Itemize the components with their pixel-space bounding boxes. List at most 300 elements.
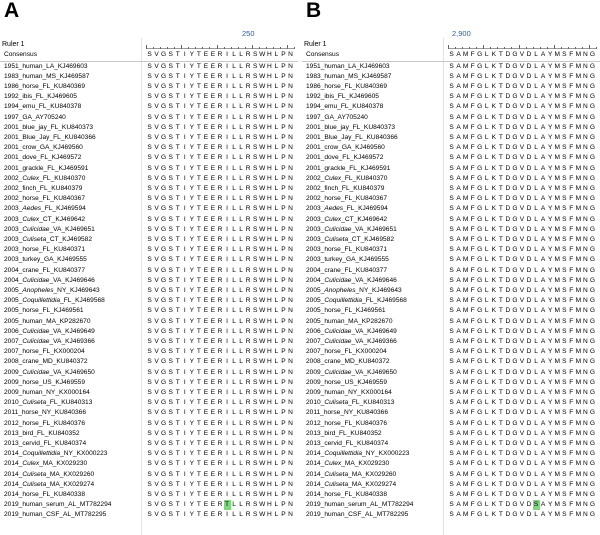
residue: V	[154, 215, 159, 223]
residue: F	[470, 62, 475, 70]
residue: H	[266, 317, 272, 325]
sequence-row[interactable]	[302, 378, 600, 388]
residue: A	[540, 144, 546, 152]
residue: M	[575, 439, 582, 447]
sequence-row[interactable]	[302, 500, 600, 510]
sequence-residues	[448, 419, 596, 429]
residue: Y	[189, 480, 194, 488]
residue: V	[154, 450, 159, 458]
residue: A	[540, 286, 546, 294]
residue: S	[253, 419, 258, 427]
sequence-residues	[146, 306, 294, 316]
sequence-row[interactable]	[302, 204, 600, 214]
residue: S	[168, 113, 173, 121]
residue: S	[168, 144, 173, 152]
residue: V	[519, 82, 525, 90]
residue: R	[217, 368, 223, 376]
residue: S	[147, 419, 152, 427]
sequence-row[interactable]	[0, 510, 298, 520]
residue: T	[175, 378, 180, 386]
sequence-row[interactable]	[0, 337, 298, 347]
sequence-row[interactable]	[302, 82, 600, 92]
sequence-row[interactable]	[0, 408, 298, 418]
residue: M	[554, 276, 560, 284]
residue: M	[575, 123, 582, 131]
residue: M	[575, 51, 582, 58]
residue: G	[161, 358, 167, 366]
residue: F	[569, 174, 574, 182]
residue: K	[491, 246, 496, 254]
sequence-row[interactable]	[302, 164, 600, 174]
residue: S	[449, 409, 454, 417]
sequence-row[interactable]	[0, 449, 298, 459]
sequence-row[interactable]	[302, 490, 600, 500]
residue: L	[232, 113, 236, 121]
residue: D	[505, 225, 511, 233]
sequence-row[interactable]	[0, 347, 298, 357]
residue: R	[245, 388, 251, 396]
sequence-row[interactable]	[302, 317, 600, 327]
residue: L	[534, 490, 538, 498]
residue: Y	[547, 480, 553, 488]
residue: I	[226, 327, 228, 335]
residue: S	[147, 266, 152, 274]
sequence-residues	[448, 225, 596, 235]
residue: V	[154, 144, 159, 152]
sequence-name: 2002_Culex_FL_KU840370	[4, 174, 86, 182]
residue: A	[456, 103, 461, 111]
residue: V	[154, 266, 159, 274]
residue: T	[196, 184, 201, 192]
sequence-row[interactable]	[0, 72, 298, 82]
sequence-name: 2004_Culicidae_VA_KJ469646	[306, 276, 397, 284]
sequence-row[interactable]	[0, 378, 298, 388]
residue: P	[281, 174, 286, 182]
residue: Y	[547, 266, 553, 274]
residue: E	[210, 133, 216, 141]
sequence-residues	[448, 276, 596, 286]
residue: Y	[547, 297, 553, 305]
residue: D	[505, 154, 511, 162]
residue: W	[259, 72, 266, 80]
sequence-residues	[448, 102, 596, 112]
sequence-residues	[448, 480, 596, 490]
sequence-row[interactable]	[0, 470, 298, 480]
residue: G	[161, 103, 167, 111]
sequence-row[interactable]	[0, 164, 298, 174]
residue: P	[281, 470, 286, 478]
residue: L	[239, 276, 243, 284]
sequence-row[interactable]	[302, 347, 600, 357]
sequence-row[interactable]	[0, 398, 298, 408]
residue: A	[456, 348, 461, 356]
residue: T	[498, 235, 503, 243]
residue: P	[281, 51, 286, 58]
residue: F	[569, 205, 574, 213]
sequence-row[interactable]	[302, 429, 600, 439]
residue: T	[175, 409, 180, 417]
residue: S	[562, 164, 567, 172]
residue: T	[175, 184, 180, 192]
residue: F	[470, 205, 475, 213]
residue: Y	[189, 205, 194, 213]
residue: M	[575, 409, 582, 417]
sequence-row[interactable]	[302, 337, 600, 347]
residue: E	[203, 409, 209, 417]
sequence-row[interactable]	[302, 255, 600, 265]
residue: T	[175, 429, 180, 437]
residue: A	[540, 93, 546, 101]
residue: S	[168, 205, 173, 213]
residue: L	[484, 51, 489, 58]
residue: S	[449, 215, 454, 223]
residue: T	[498, 205, 503, 213]
residue: T	[498, 327, 503, 335]
sequence-row[interactable]	[302, 245, 600, 255]
sequence-residues	[448, 286, 596, 296]
residue: G	[512, 297, 518, 305]
sequence-name: 2003_Aedes_FL_KJ469594	[306, 205, 388, 213]
sequence-row[interactable]	[302, 215, 600, 225]
residue: W	[259, 327, 266, 335]
residue: I	[183, 470, 186, 478]
sequence-name: 2013_cervid_FL_KU840374	[306, 439, 389, 447]
residue: I	[183, 266, 186, 274]
sequence-row[interactable]	[0, 225, 298, 235]
residue: L	[484, 133, 489, 141]
residue: M	[462, 82, 469, 90]
residue: E	[210, 419, 216, 427]
residue: W	[259, 317, 266, 325]
sequence-row[interactable]	[302, 92, 600, 102]
sequence-row[interactable]	[0, 296, 298, 306]
sequence-row[interactable]	[0, 174, 298, 184]
residue: Y	[189, 439, 194, 447]
sequence-row[interactable]	[302, 368, 600, 378]
residue: L	[232, 460, 236, 468]
sequence-row[interactable]	[0, 255, 298, 265]
residue: L	[534, 72, 538, 80]
residue: I	[183, 205, 186, 213]
sequence-row[interactable]	[0, 276, 298, 286]
residue: L	[274, 419, 279, 427]
sequence-row[interactable]	[0, 62, 298, 72]
residue: Y	[189, 235, 194, 243]
residue: D	[505, 144, 511, 152]
sequence-row[interactable]	[0, 194, 298, 204]
sequence-row[interactable]	[302, 266, 600, 276]
residue: D	[505, 368, 511, 376]
residue: R	[245, 327, 251, 335]
sequence-row[interactable]	[302, 102, 600, 112]
residue: N	[583, 470, 588, 478]
residue: L	[274, 450, 279, 458]
sequence-row[interactable]	[0, 286, 298, 296]
residue: Y	[547, 307, 553, 315]
residue: A	[540, 164, 546, 172]
residue: F	[569, 470, 574, 478]
sequence-row[interactable]	[302, 510, 600, 520]
sequence-row[interactable]	[302, 327, 600, 337]
residue: M	[575, 72, 582, 80]
residue: K	[491, 317, 496, 325]
residue: A	[540, 225, 546, 233]
residue: L	[534, 133, 538, 141]
sequence-row[interactable]	[0, 215, 298, 225]
residue: S	[253, 103, 258, 111]
sequence-residues	[146, 204, 294, 214]
sequence-row[interactable]	[0, 82, 298, 92]
sequence-row[interactable]	[0, 500, 298, 510]
sequence-row[interactable]	[302, 133, 600, 143]
residue: G	[512, 113, 518, 121]
residue: F	[569, 62, 574, 70]
sequence-row[interactable]	[302, 174, 600, 184]
residue: D	[526, 205, 532, 213]
residue: G	[512, 215, 518, 223]
sequence-row[interactable]	[0, 368, 298, 378]
residue: L	[534, 266, 538, 274]
residue: L	[239, 358, 243, 366]
sequence-row[interactable]	[302, 143, 600, 153]
sequence-row[interactable]	[302, 153, 600, 163]
residue: D	[505, 501, 511, 509]
sequence-row[interactable]	[302, 62, 600, 72]
sequence-row[interactable]	[302, 286, 600, 296]
residue: V	[519, 337, 525, 345]
sequence-row[interactable]	[302, 296, 600, 306]
residue: N	[288, 399, 293, 407]
residue: A	[540, 450, 546, 458]
residue: V	[519, 133, 525, 141]
residue: T	[498, 123, 503, 131]
residue: G	[477, 409, 483, 417]
sequence-row[interactable]	[0, 153, 298, 163]
residue: W	[259, 113, 266, 121]
residue: N	[288, 460, 293, 468]
residue: K	[491, 164, 496, 172]
residue: M	[554, 307, 560, 315]
sequence-row[interactable]	[0, 245, 298, 255]
ruler-tick	[448, 45, 449, 49]
residue: D	[505, 235, 511, 243]
residue: T	[175, 144, 180, 152]
residue: I	[226, 450, 228, 458]
sequence-row[interactable]	[302, 439, 600, 449]
residue: S	[168, 409, 173, 417]
residue: M	[462, 225, 469, 233]
sequence-row[interactable]	[302, 306, 600, 316]
residue: E	[210, 205, 216, 213]
sequence-row[interactable]	[0, 429, 298, 439]
residue: P	[281, 215, 286, 223]
sequence-row[interactable]	[0, 490, 298, 500]
residue: L	[232, 501, 236, 509]
sequence-row[interactable]	[0, 143, 298, 153]
residue: N	[583, 450, 588, 458]
residue: N	[288, 368, 293, 376]
sequence-name: 2004_crane_FL_KU840377	[306, 266, 388, 274]
residue: S	[253, 82, 258, 90]
sequence-row[interactable]	[302, 419, 600, 429]
residue: K	[491, 123, 496, 131]
sequence-row[interactable]	[0, 317, 298, 327]
sequence-residues	[448, 153, 596, 163]
sequence-residues	[146, 62, 294, 72]
residue: S	[253, 490, 258, 498]
residue: L	[484, 256, 489, 264]
residue: Y	[189, 51, 194, 58]
sequence-row[interactable]	[0, 235, 298, 245]
sequence-row[interactable]	[302, 235, 600, 245]
residue: I	[183, 511, 186, 519]
residue: L	[239, 195, 243, 203]
residue: I	[226, 399, 228, 407]
residue: D	[505, 62, 511, 70]
residue: L	[239, 480, 243, 488]
sequence-row[interactable]	[0, 184, 298, 194]
residue: S	[168, 133, 173, 141]
residue: H	[266, 235, 272, 243]
residue: A	[456, 307, 461, 315]
residue: T	[196, 409, 201, 417]
residue: L	[239, 419, 243, 427]
residue: L	[534, 225, 538, 233]
sequence-row[interactable]	[0, 266, 298, 276]
ruler-tick	[476, 47, 477, 49]
residue: R	[217, 337, 223, 345]
sequence-row[interactable]	[0, 306, 298, 316]
residue: A	[456, 317, 461, 325]
sequence-residues	[448, 296, 596, 306]
residue: T	[196, 480, 201, 488]
sequence-row[interactable]	[302, 225, 600, 235]
sequence-row[interactable]	[302, 398, 600, 408]
sequence-row[interactable]	[0, 123, 298, 133]
sequence-row[interactable]	[302, 123, 600, 133]
residue: E	[203, 348, 209, 356]
residue: T	[498, 307, 503, 315]
residue: L	[274, 307, 279, 315]
residue: R	[245, 368, 251, 376]
sequence-row[interactable]	[302, 459, 600, 469]
sequence-row[interactable]	[302, 194, 600, 204]
sequence-residues	[448, 143, 596, 153]
residue: F	[470, 429, 475, 437]
residue: S	[562, 409, 567, 417]
residue: I	[226, 225, 228, 233]
sequence-row[interactable]	[302, 449, 600, 459]
residue: R	[217, 490, 223, 498]
residue: H	[266, 174, 272, 182]
sequence-row[interactable]	[0, 388, 298, 398]
residue: L	[484, 286, 489, 294]
sequence-row[interactable]	[302, 480, 600, 490]
residue: E	[203, 225, 209, 233]
residue: T	[175, 235, 180, 243]
sequence-row[interactable]	[0, 204, 298, 214]
residue: S	[147, 133, 152, 141]
residue: T	[196, 195, 201, 203]
residue: K	[491, 388, 496, 396]
residue: T	[196, 307, 201, 315]
residue: H	[266, 307, 272, 315]
residue: S	[147, 317, 152, 325]
sequence-row[interactable]	[302, 113, 600, 123]
sequence-row[interactable]	[0, 92, 298, 102]
residue: T	[175, 348, 180, 356]
residue: V	[154, 195, 159, 203]
residue: N	[288, 501, 293, 509]
residue: G	[589, 144, 596, 152]
sequence-row[interactable]	[302, 357, 600, 367]
residue: G	[161, 144, 167, 152]
residue: H	[266, 429, 272, 437]
residue: L	[239, 470, 243, 478]
residue: S	[147, 144, 152, 152]
residue: A	[540, 72, 546, 80]
sequence-row[interactable]	[0, 439, 298, 449]
residue: L	[239, 399, 243, 407]
residue: L	[534, 235, 538, 243]
residue: R	[245, 511, 251, 519]
residue: A	[456, 184, 461, 192]
residue: M	[554, 429, 560, 437]
residue: L	[274, 174, 279, 182]
sequence-row[interactable]	[0, 480, 298, 490]
residue: A	[456, 144, 461, 152]
sequence-row[interactable]	[302, 408, 600, 418]
residue: S	[562, 439, 567, 447]
ruler-position: 2,900	[452, 29, 471, 38]
residue: H	[266, 348, 272, 356]
residue: S	[168, 429, 173, 437]
residue: F	[569, 225, 574, 233]
residue: N	[583, 511, 588, 519]
residue: Y	[189, 144, 194, 152]
sequence-row[interactable]	[0, 357, 298, 367]
residue: M	[554, 195, 560, 203]
sequence-row[interactable]	[302, 470, 600, 480]
sequence-name: 2003_horse_FL_KU840371	[4, 246, 86, 254]
sequence-row[interactable]	[0, 102, 298, 112]
sequence-row[interactable]	[302, 72, 600, 82]
residue: L	[232, 286, 236, 294]
residue: D	[526, 419, 532, 427]
residue: M	[462, 327, 469, 335]
sequence-row[interactable]	[0, 419, 298, 429]
residue: L	[232, 174, 236, 182]
residue: M	[462, 511, 469, 519]
residue: M	[575, 113, 582, 121]
residue: T	[175, 460, 180, 468]
residue: T	[196, 297, 201, 305]
sequence-row[interactable]	[0, 133, 298, 143]
sequence-row[interactable]	[302, 276, 600, 286]
residue: N	[288, 470, 293, 478]
residue: R	[217, 266, 223, 274]
residue: K	[491, 480, 496, 488]
sequence-row[interactable]	[302, 388, 600, 398]
sequence-row[interactable]	[0, 327, 298, 337]
residue: L	[484, 490, 489, 498]
residue: N	[288, 195, 293, 203]
residue: I	[226, 480, 228, 488]
sequence-row[interactable]	[302, 184, 600, 194]
sequence-row[interactable]	[0, 113, 298, 123]
residue: D	[505, 205, 511, 213]
sequence-row[interactable]	[0, 459, 298, 469]
